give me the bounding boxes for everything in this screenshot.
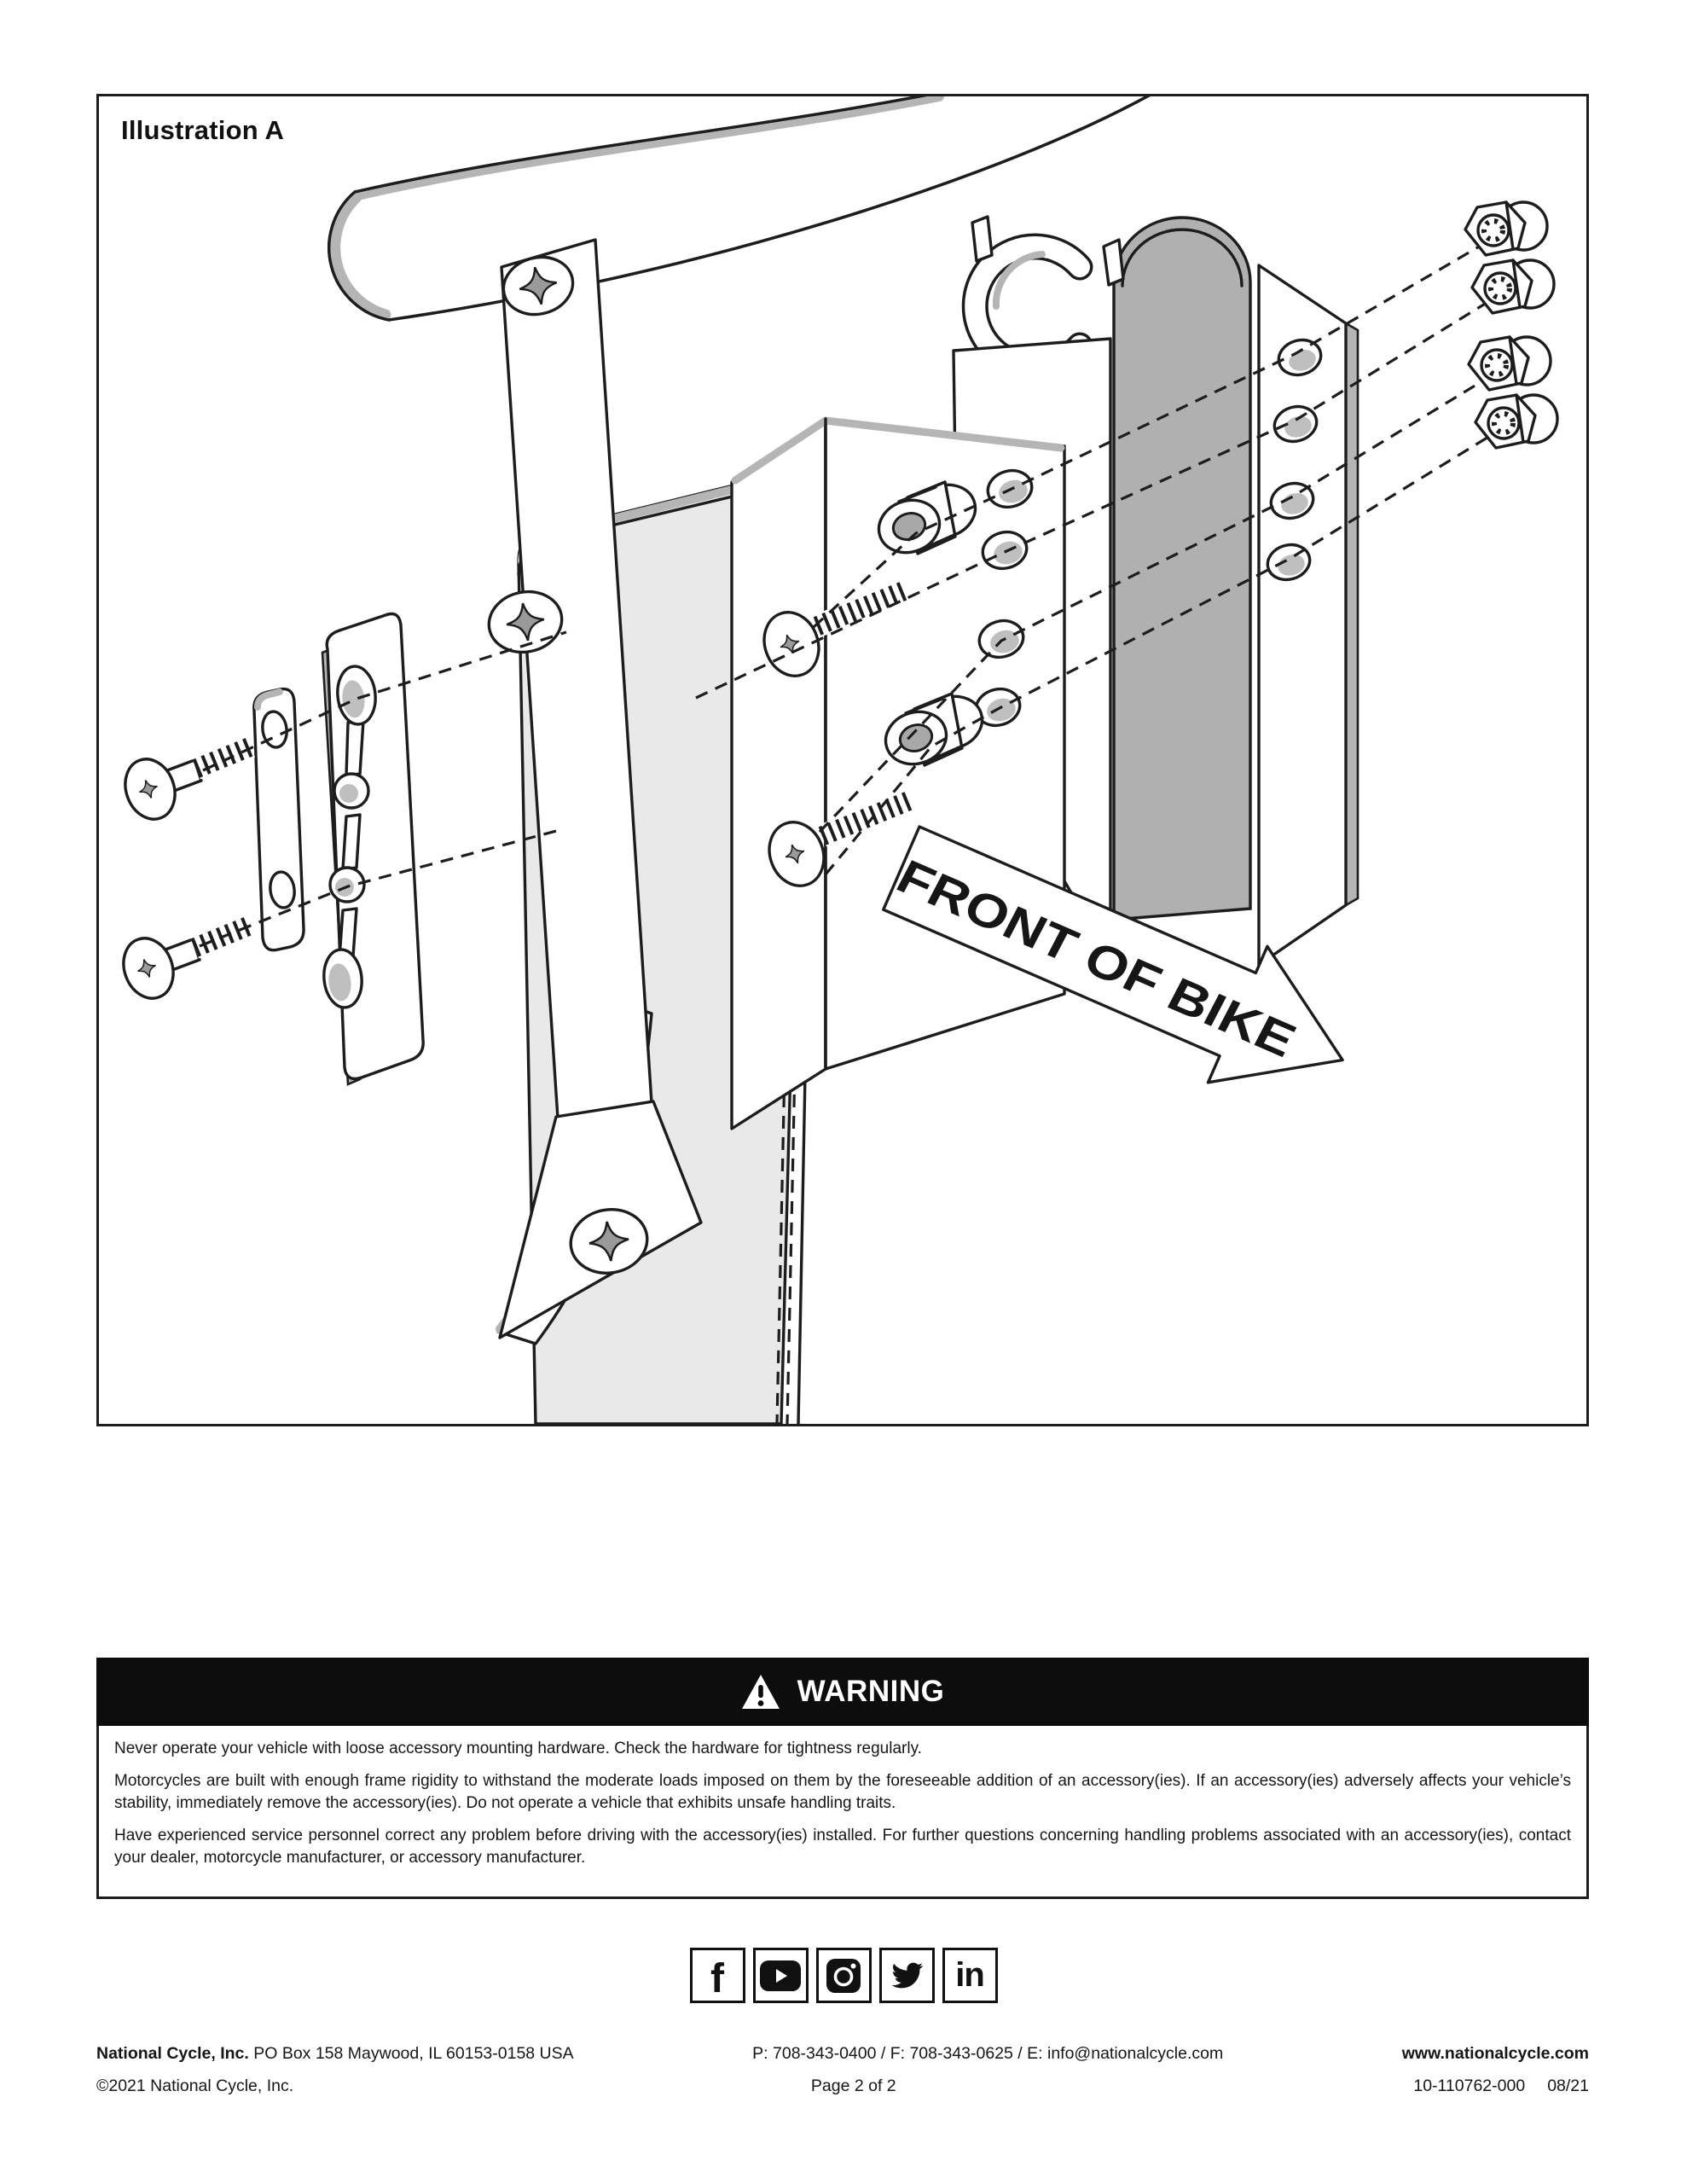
warning-paragraph: Have experienced service personnel correct any problem before driving with the accessory(ies) installed. For further questions concerning handling problems associated with an accessory(ies), contact your dealer, motorcycle manufacturer, or accessory manufacturer. <box>114 1827 1571 1867</box>
facebook-icon[interactable]: f <box>690 1948 745 2003</box>
footer-copyright: ©2021 National Cycle, Inc. <box>96 2077 294 2095</box>
slotted-bracket <box>322 614 424 1085</box>
footer-doc-info <box>1413 2077 1589 2096</box>
footer-doc-date: 08/21 <box>1547 2077 1589 2095</box>
twitter-icon[interactable] <box>879 1948 935 2003</box>
acorn-nut <box>1469 337 1551 390</box>
warning-paragraph: Motorcycles are built with enough frame rigidity to withstand the moderate loads imposed on them by the foreseeable addition of an accessory(ies). If an accessory(ies) adversely affects your vehicle’s stability, immediately remove the accessory(ies). Do not operate a vehicle that exhibits unsafe handling traits. <box>114 1772 1571 1813</box>
social-icons-row <box>0 1948 1687 2003</box>
linkedin-icon[interactable]: in <box>942 1948 998 2003</box>
illustration-title: Illustration A <box>121 115 285 145</box>
oval-spacer-plate <box>254 689 304 950</box>
instagram-icon[interactable] <box>816 1948 872 2003</box>
windshield-top-band <box>329 96 1157 320</box>
acorn-nut <box>1475 395 1557 448</box>
warning-title: WARNING <box>797 1675 945 1708</box>
footer-website-link[interactable]: www.nationalcycle.com <box>1401 2044 1589 2063</box>
footer-line-2 <box>96 2077 1589 2096</box>
footer-company-address <box>96 2044 574 2064</box>
front-of-bike-label: FRONT OF BIKE <box>888 849 1255 1046</box>
acorn-nut <box>1465 202 1547 255</box>
button-head-screw <box>115 926 249 1005</box>
warning-header-bar <box>96 1658 1589 1726</box>
backing-plate <box>1259 265 1358 965</box>
footer-line-1 <box>96 2044 1589 2064</box>
warning-paragraph: Never operate your vehicle with loose accessory mounting hardware. Check the hardware for tightness regularly. <box>114 1740 922 1757</box>
footer-company: National Cycle, Inc. <box>96 2044 249 2063</box>
footer-address: PO Box 158 Maywood, IL 60153-0158 USA <box>248 2044 574 2063</box>
youtube-icon[interactable] <box>753 1948 809 2003</box>
footer-doc-number: 10-110762-000 <box>1413 2077 1526 2095</box>
footer-contact: P: 708-343-0400 / F: 708-343-0625 / E: info@nationalcycle.com <box>752 2044 1224 2063</box>
exploded-diagram <box>99 96 1586 1424</box>
warning-triangle-icon <box>741 1674 780 1710</box>
acorn-nut <box>1472 260 1554 313</box>
illustration-frame <box>96 94 1589 1426</box>
footer-page-number: Page 2 of 2 <box>810 2077 896 2095</box>
warning-text-box <box>96 1726 1589 1899</box>
fork-tube <box>1104 218 1250 920</box>
